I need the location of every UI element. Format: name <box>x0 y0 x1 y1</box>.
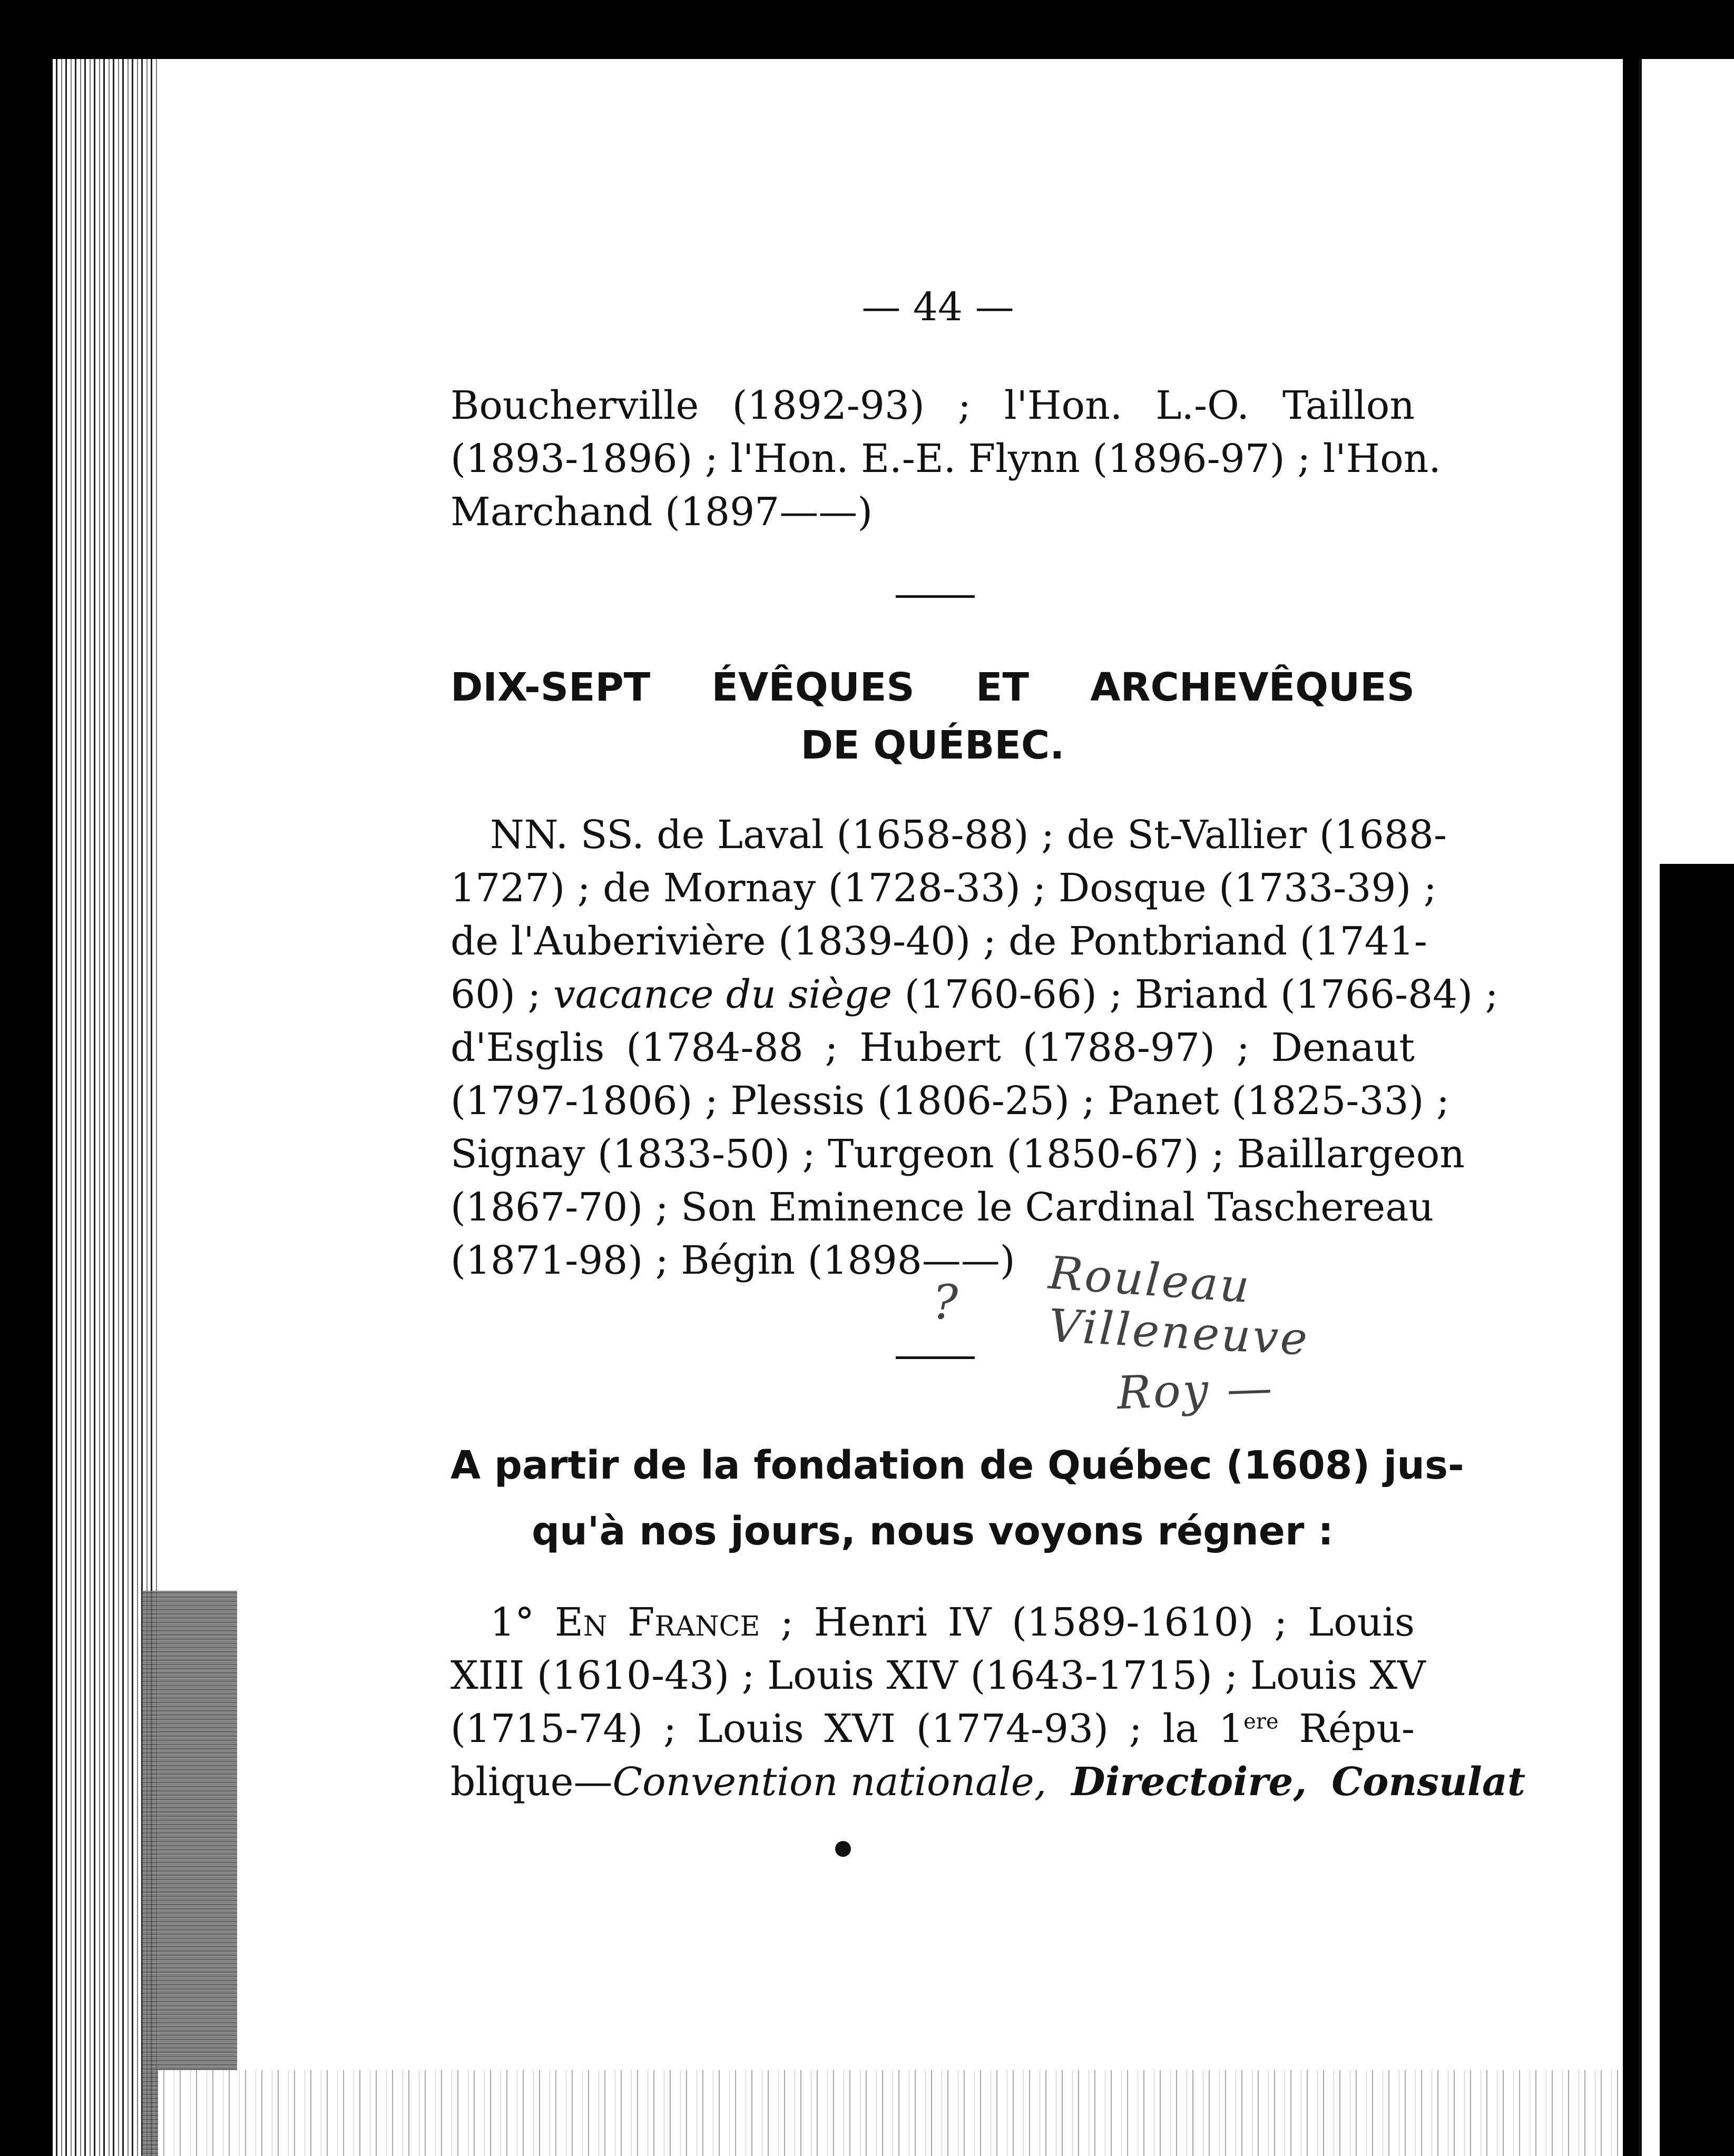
text-line: 1° En France ; Henri IV (1589-1610) ; Louis <box>490 1600 1415 1645</box>
adjacent-page-edge <box>1660 864 1734 2156</box>
handwritten-note: Villeneuve <box>1047 1299 1311 1366</box>
heading-line: DE QUÉBEC. <box>800 723 1065 768</box>
text-line: Boucherville (1892-93) ; l'Hon. L.-O. Taillon <box>450 383 1415 428</box>
text-line: Marchand (1897——) <box>450 489 873 535</box>
text-line: de l'Auberivière (1839-40) ; de Pontbriand (1741- <box>450 919 1427 964</box>
page-number: — 44 — <box>861 284 1014 330</box>
text-line: (1867-70) ; Son Eminence le Cardinal Taschereau <box>450 1185 1434 1230</box>
heading-line: DIX-SEPT ÉVÊQUES ET ARCHEVÊQUES <box>450 665 1415 710</box>
page-bottom-edge <box>158 2070 1623 2156</box>
section-divider <box>896 1356 975 1359</box>
section2-body <box>450 1596 1526 1809</box>
text-line: d'Esglis (1784-88 ; Hubert (1788-97) ; Denaut <box>450 1025 1415 1070</box>
heading-line: qu'à nos jours, nous voyons régner : <box>532 1509 1334 1554</box>
text-line: NN. SS. de Laval (1658-88) ; de St-Vallier (1688- <box>490 812 1447 858</box>
text-line: 1727) ; de Mornay (1728-33) ; Dosque (1733-39) ; <box>450 865 1437 911</box>
text-line: Signay (1833-50) ; Turgeon (1850-67) ; Baillargeon <box>450 1131 1465 1177</box>
scan-border-left <box>0 0 53 2156</box>
text-line: (1893-1896) ; l'Hon. E.-E. Flynn (1896-97) ; l'Hon. <box>450 436 1441 481</box>
text-line: (1715-74) ; Louis XVI (1774-93) ; la 1ere Répu- <box>450 1706 1415 1751</box>
page-gutter <box>1623 59 1639 2156</box>
handwritten-note: Roy — <box>1116 1361 1276 1420</box>
section1-body <box>450 809 1498 1287</box>
top-paragraph <box>450 379 1441 539</box>
handwritten-note: Rouleau <box>1046 1246 1253 1314</box>
scan-border-top <box>0 0 1734 59</box>
handwritten-question-mark: ? <box>933 1275 961 1330</box>
text-line: XIII (1610-43) ; Louis XIV (1643-1715) ; Louis XV <box>450 1653 1426 1698</box>
text-line: blique—Convention nationale, Directoire, Consulat <box>450 1759 1526 1805</box>
section-divider <box>896 595 975 598</box>
section1-heading <box>450 658 1415 774</box>
italic-phrase: vacance du siège <box>553 972 893 1017</box>
text-line: 60) ; vacance du siège (1760-66) ; Briand (1766-84) ; <box>450 972 1498 1017</box>
ink-blot <box>835 1841 851 1857</box>
section2-heading <box>450 1433 1464 1564</box>
text-line: (1871-98) ; Bégin (1898——) <box>450 1238 1015 1283</box>
heading-line: A partir de la fondation de Québec (1608) jus- <box>450 1443 1464 1488</box>
text-line: (1797-1806) ; Plessis (1806-25) ; Panet (1825-33) ; <box>450 1078 1449 1124</box>
country-label: 1° En France <box>490 1600 760 1645</box>
